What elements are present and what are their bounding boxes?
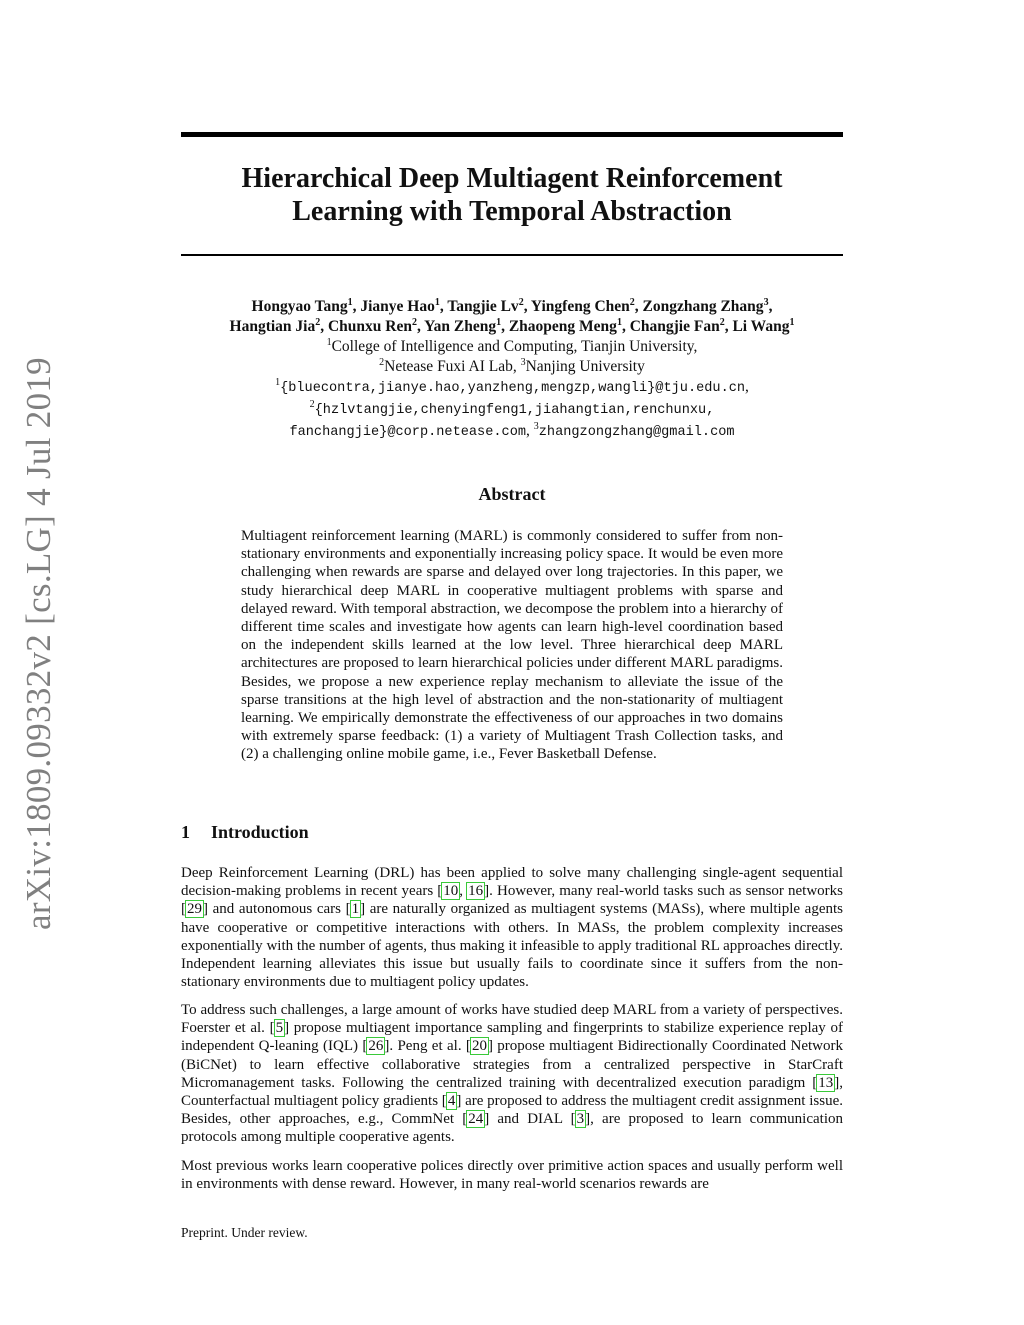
affiliation-line-2 — [150, 357, 874, 377]
intro-paragraph-2 — [181, 1001, 843, 1147]
affiliation-mark: 1 — [434, 296, 440, 308]
title-bottom-rule — [181, 254, 843, 256]
affiliation-mark: 2 — [518, 296, 524, 308]
citation-link[interactable]: 29 — [187, 901, 202, 918]
paragraph-text: To address such challenges, a large amount of works have studied deep MARL from a variety of perspectives. Foerster et al. [ — [181, 1002, 843, 1037]
paragraph-text: Deep Reinforcement Learning (DRL) has been applied to solve many challenging single-agent sequential decision-making problems in recent years [ — [181, 865, 843, 900]
citation-link[interactable]: 1 — [351, 901, 360, 918]
email-address: zhangzongzhang@gmail.com — [538, 425, 735, 440]
footer-note: Preprint. Under review. — [181, 1225, 308, 1240]
email-line-3 — [150, 421, 874, 443]
email-separator: , — [745, 378, 749, 395]
citation-link[interactable]: 26 — [368, 1038, 384, 1055]
affiliation-mark: 2 — [719, 316, 725, 328]
affiliation-text: Netease Fuxi AI Lab, — [384, 358, 521, 375]
author-name: , Yingfeng Chen — [523, 298, 630, 315]
author-names-line-1 — [150, 297, 874, 317]
intro-paragraph-1 — [181, 864, 843, 991]
affiliation-mark: 3 — [520, 356, 526, 368]
affiliation-mark: 1 — [347, 296, 353, 308]
author-name: Hongyao Tang — [251, 298, 348, 315]
affiliation-mark: 2 — [309, 398, 315, 410]
affiliation-mark: 3 — [763, 296, 769, 308]
paragraph-text: ] are proposed to address the multiagent credit assignment issue. Besides, other approaches, e.g., CommNet [ — [181, 1093, 843, 1128]
affiliation-mark: 1 — [496, 316, 502, 328]
paragraph-text: ]. Peng et al. [ — [384, 1038, 471, 1055]
paragraph-text: ] and DIAL [ — [484, 1111, 576, 1128]
abstract-text: Multiagent reinforcement learning (MARL) is commonly considered to suffer from non-stationary environments and exponentially increasing policy space. It would be even more challenging when rewards are sparse and delayed over long trajectories. In this paper, we study hierarchical deep MARL in cooperative multiagent problems with sparse and delayed reward. With temporal abstraction, we decompose the problem into a hierarchy of different time scales and investigate how agents can learn high-level coordination based on the independent skills learned at the low level. Three hierarchical deep MARL architectures are proposed to learn hierarchical policies under different MARL paradigms. Besides, we propose a new experience replay mechanism to alleviate the issue of the sparse transitions at the high level of abstraction and the non-stationarity of multiagent learning. We empirically demonstrate the effectiveness of our approaches in two domains with extremely sparse feedback: (1) a variety of Multiagent Trash Collection tasks, and (2) a challenging online mobile game, i.e., Fever Basketball Defense. — [241, 528, 783, 763]
paragraph-text: ], Counterfactual multiagent policy gradients [ — [181, 1074, 843, 1110]
section-number: 1 — [181, 822, 190, 842]
paragraph-text: ] are naturally organized as multiagent systems (MASs), where multiple agents have cooperative or competitive interactions with others. In MASs, the problem complexity increases exponentially with the number of agents, thus making it infeasible to apply traditional RL approaches directly. Independent learning alleviates this issue but usually fails to coordinate since it suffers from the non-stationary environments due to multiagent policy updates. — [181, 901, 843, 991]
affiliation-mark: 2 — [315, 316, 321, 328]
title-top-rule — [181, 132, 843, 137]
citation-link[interactable]: 5 — [275, 1020, 284, 1037]
author-name: , Jianye Hao — [352, 298, 435, 315]
author-name: , Yan Zheng — [416, 318, 497, 335]
paragraph-text: ] and autonomous cars [ — [203, 901, 351, 918]
affiliation-mark: 1 — [275, 376, 281, 388]
email-address: {bluecontra,jianye.hao,yanzheng,mengzp,wangli}@tju.edu.cn — [280, 381, 746, 396]
author-separator: , — [768, 298, 773, 315]
citation-link[interactable]: 20 — [471, 1038, 487, 1055]
paragraph-text: ] propose multiagent importance sampling and fingerprints to stabilize experience replay of independent Q-leaning (IQL) [ — [181, 1020, 843, 1055]
email-line-1 — [150, 377, 874, 399]
arxiv-identifier: arXiv:1809.09332v2 [cs.LG] 4 Jul 2019 — [19, 357, 58, 930]
author-name: , Changjie Fan — [621, 318, 720, 335]
abstract-heading: Abstract — [478, 484, 546, 504]
author-name: Hangtian Jia — [229, 318, 316, 335]
intro-paragraph-3: Most previous works learn cooperative polices directly over primitive action spaces and usually perform well in environments with dense reward. However, in many real-world scenarios rewards are — [181, 1158, 843, 1193]
affiliation-mark: 1 — [326, 336, 332, 348]
citation-link[interactable]: 3 — [576, 1111, 585, 1128]
citation-link[interactable]: 24 — [468, 1111, 484, 1128]
email-address: fanchangjie}@corp.netease.com — [289, 425, 527, 440]
email-line-2 — [150, 399, 874, 421]
author-block — [150, 297, 874, 443]
section-title: Introduction — [211, 822, 309, 842]
author-name: , Tangjie Lv — [439, 298, 519, 315]
affiliation-text: Nanjing University — [525, 358, 645, 375]
affiliation-mark: 1 — [789, 316, 795, 328]
section-heading-introduction — [181, 822, 309, 843]
paragraph-text: ], are proposed to learn communication protocols among multiple cooperative agents. — [181, 1111, 843, 1146]
paragraph-text: ]. However, many real-world tasks such as sensor networks [ — [181, 883, 843, 918]
citation-link[interactable]: 16 — [468, 883, 484, 900]
affiliation-text: College of Intelligence and Computing, Tianjin University, — [331, 338, 698, 355]
affiliation-mark: 2 — [629, 296, 635, 308]
author-name: , Zongzhang Zhang — [634, 298, 764, 315]
paragraph-text: ] propose multiagent Bidirectionally Coordinated Network (BiCNet) to learn effective collaborative strategies from a centralized perspective in StarCraft Micromanagement tasks. Following the centralized training with decentralized execution paradigm [ — [181, 1038, 843, 1091]
author-name: , Chunxu Ren — [320, 318, 412, 335]
paper-title — [181, 162, 843, 228]
affiliation-mark: 3 — [533, 420, 539, 432]
affiliation-mark: 2 — [379, 356, 385, 368]
citation-link[interactable]: 4 — [447, 1093, 456, 1110]
affiliation-mark: 2 — [411, 316, 417, 328]
author-name: , Li Wang — [724, 318, 790, 335]
affiliation-mark: 1 — [616, 316, 622, 328]
email-address: {hzlvtangjie,chenyingfeng1,jiahangtian,renchunxu, — [314, 403, 715, 418]
affiliation-line-1 — [150, 337, 874, 357]
paper-title-line-1: Hierarchical Deep Multiagent Reinforcement — [241, 163, 783, 194]
citation-link[interactable]: 10 — [443, 883, 459, 900]
citation-link[interactable]: 13 — [818, 1074, 834, 1091]
paper-title-line-2: Learning with Temporal Abstraction — [292, 196, 732, 227]
author-name: , Zhaopeng Meng — [501, 318, 617, 335]
email-separator: , — [526, 422, 534, 439]
author-names-line-2 — [150, 317, 874, 337]
paragraph-text: , — [459, 883, 468, 900]
